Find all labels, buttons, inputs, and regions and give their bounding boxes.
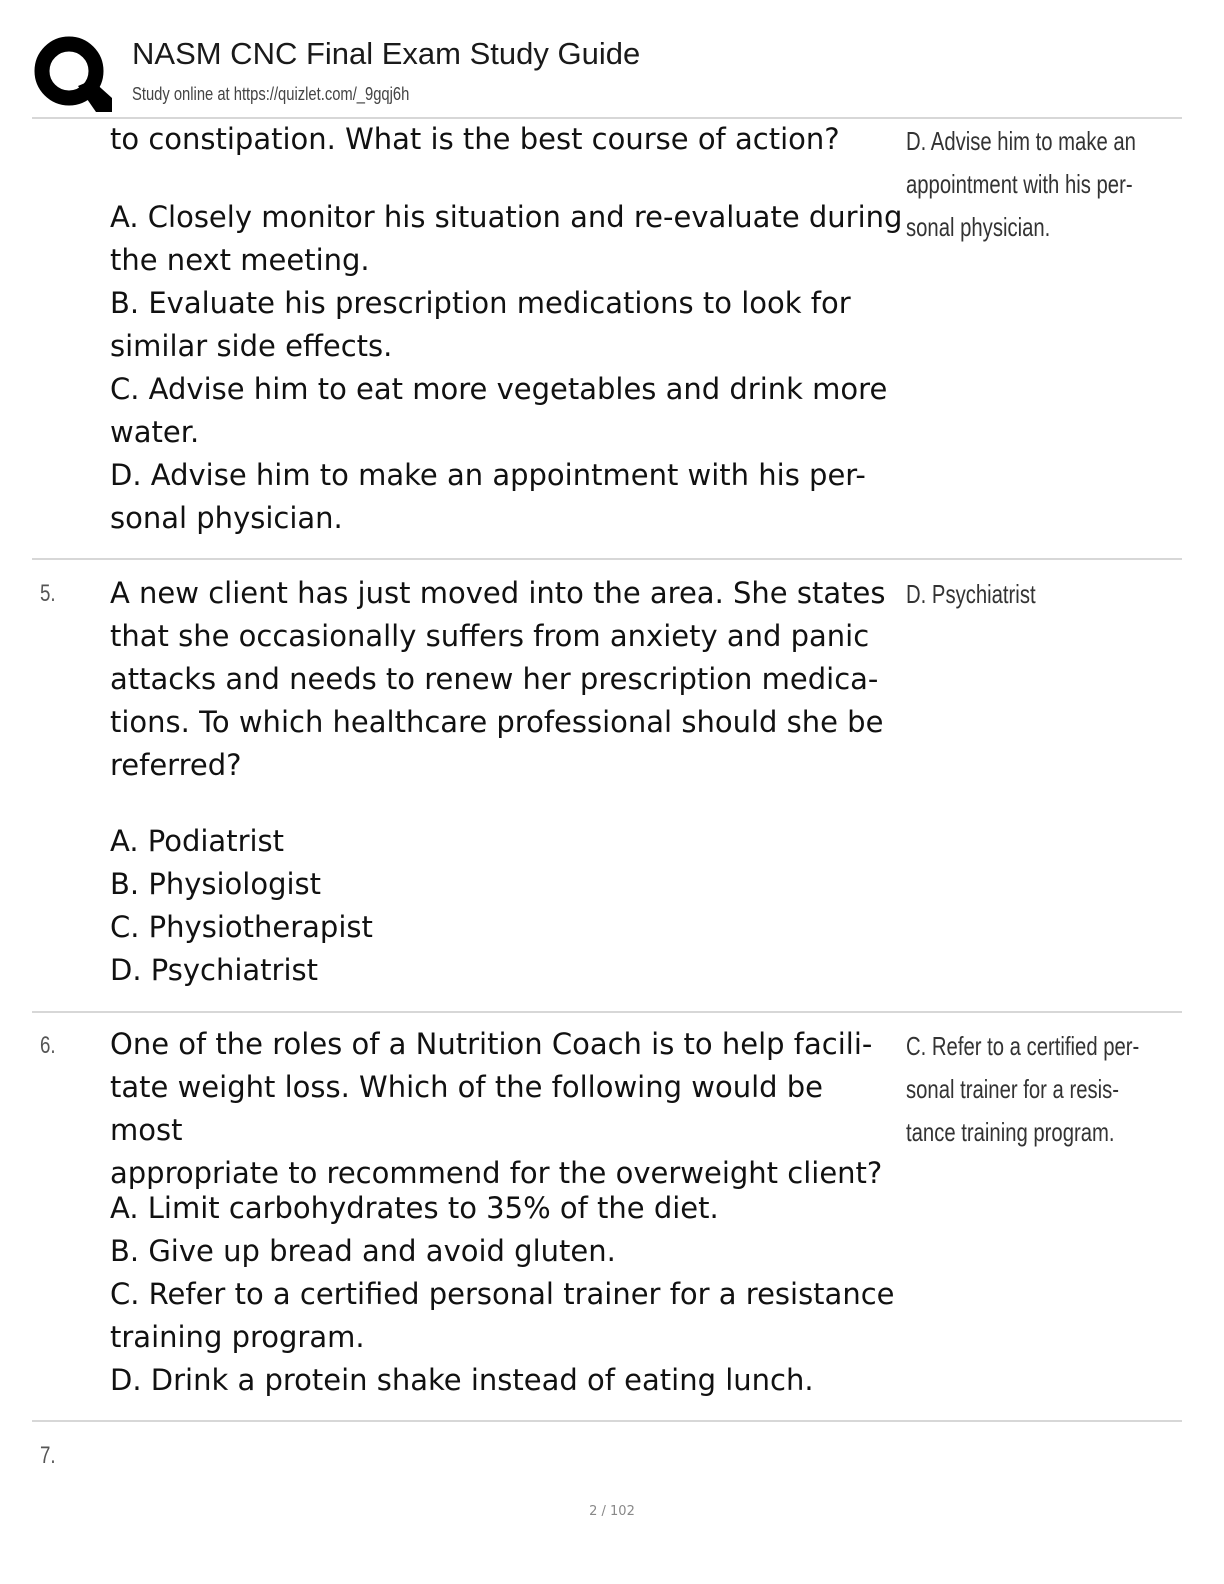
document-title: NASM CNC Final Exam Study Guide [132,36,641,71]
option-line: B. Physiologist [110,867,322,901]
option-line: similar side effects. [110,329,393,363]
question-7-number: 7. [40,1442,56,1469]
option-line: D. Drink a protein shake instead of eating lunch. [110,1363,814,1397]
page-number: 2 / 102 [589,1504,635,1519]
question-text-line: that she occasionally suffers from anxiety and panic [110,619,870,653]
document-subtitle: Study online at https://quizlet.com/_9gqj6h [132,84,410,104]
option-line: A. Closely monitor his situation and re-evaluate during [110,200,903,234]
question-6-text [110,1023,900,1195]
question-5-options [110,820,910,992]
page-header [0,0,1224,118]
question-6-number: 6. [40,1032,56,1059]
option-line: C. Advise him to eat more vegetables and drink more [110,372,888,406]
question-text-line: One of the roles of a Nutrition Coach is to help facili- [110,1027,873,1061]
question-4-options [110,196,910,540]
question-5-answer [906,573,1176,616]
question-6-options [110,1187,910,1402]
option-line: training program. [110,1320,365,1354]
question-text-line: to constipation. What is the best course of action? [110,122,840,156]
option-line: A. Podiatrist [110,824,285,858]
question-text-line: A new client has just moved into the area. She states [110,576,886,610]
answer-line: tance training program. [906,1117,1115,1147]
question-4-text [110,118,900,161]
option-line: D. Advise him to make an appointment with his per- [110,458,866,492]
question-divider [32,1011,1182,1013]
option-line: the next meeting. [110,243,370,277]
question-text-line: referred? [110,748,242,782]
option-line: sonal physician. [110,501,343,535]
question-text-line: tions. To which healthcare professional should she be [110,705,884,739]
answer-line: sonal trainer for a resis- [906,1074,1120,1104]
option-line: water. [110,415,200,449]
quizlet-logo-icon [30,32,112,114]
option-line: C. Refer to a certified personal trainer for a resistance [110,1277,895,1311]
option-line: D. Psychiatrist [110,953,318,987]
option-line: B. Give up bread and avoid gluten. [110,1234,616,1268]
question-5-text [110,572,900,787]
question-text-line: appropriate to recommend for the overweight client? [110,1156,883,1190]
question-4-answer [906,120,1176,249]
question-divider [32,1420,1182,1422]
option-line: A. Limit carbohydrates to 35% of the diet. [110,1191,719,1225]
answer-line: C. Refer to a certified per- [906,1031,1140,1061]
option-line: B. Evaluate his prescription medications to look for [110,286,851,320]
answer-line: D. Advise him to make an [906,126,1136,156]
option-line: C. Physiotherapist [110,910,373,944]
question-text-line: tate weight loss. Which of the following would be most [110,1070,824,1147]
question-5-number: 5. [40,580,56,607]
question-divider [32,558,1182,560]
answer-line: D. Psychiatrist [906,579,1036,609]
question-6-answer [906,1025,1176,1154]
question-text-line: attacks and needs to renew her prescription medica- [110,662,879,696]
answer-line: sonal physician. [906,212,1051,242]
answer-line: appointment with his per- [906,169,1133,199]
